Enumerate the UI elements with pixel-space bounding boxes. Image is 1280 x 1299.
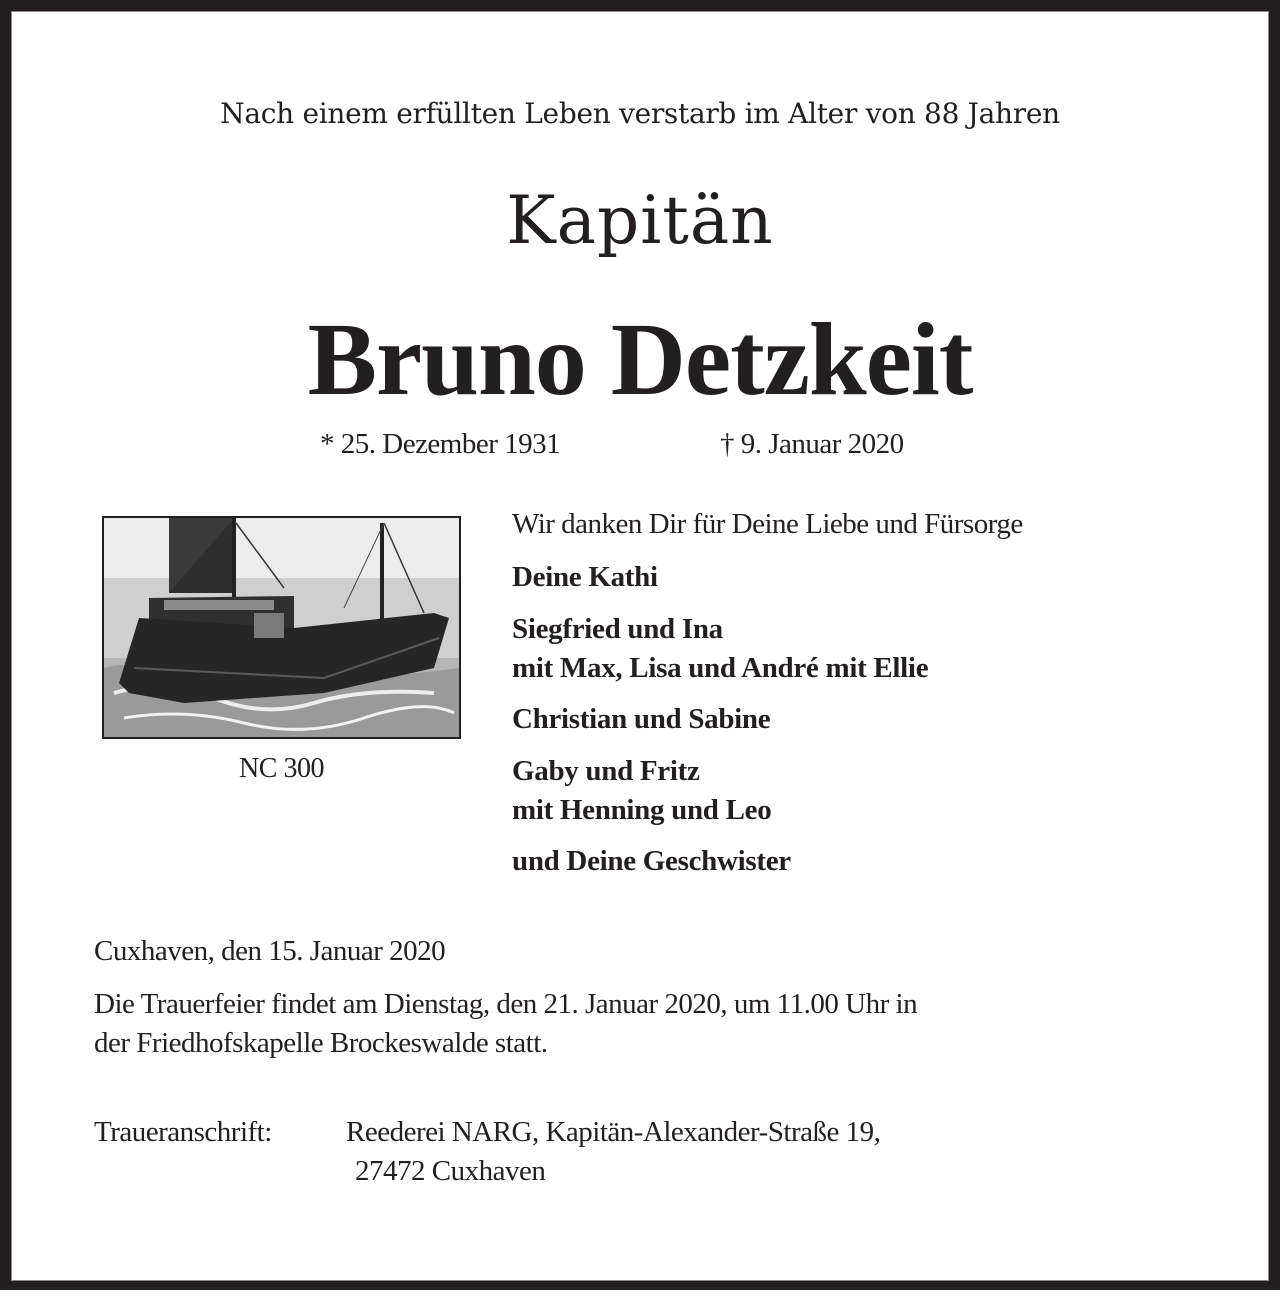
birth-date: * 25. Dezember 1931 [320, 428, 561, 460]
mourner-line: und Deine Geschwister [512, 845, 791, 877]
mourner-line: Christian und Sabine [512, 703, 771, 735]
address-line: 27472 Cuxhaven [355, 1155, 546, 1187]
mourner-group [512, 752, 771, 830]
place-date: Cuxhaven, den 15. Januar 2020 [94, 935, 446, 967]
ceremony-info [94, 985, 917, 1063]
deceased-name: Bruno Detzkeit [307, 302, 973, 417]
mourner-line: Siegfried und Ina [512, 613, 723, 645]
photo-caption: NC 300 [239, 753, 324, 784]
ceremony-line: Die Trauerfeier findet am Dienstag, den 21. Januar 2020, um 11.00 Uhr in [94, 988, 918, 1020]
mourner-line: mit Max, Lisa und André mit Ellie [512, 652, 929, 684]
mourner-line: mit Henning und Leo [512, 794, 772, 826]
ceremony-line: der Friedhofskapelle Brockeswalde statt. [94, 1027, 548, 1059]
mourner-group [512, 610, 928, 688]
mourner-group [512, 700, 770, 739]
mourner-line: Gaby und Fritz [512, 755, 700, 787]
intro-text: Nach einem erfüllten Leben verstarb im Alter von 88 Jahren [220, 97, 1060, 130]
mourner-line: Deine Kathi [512, 561, 658, 593]
fishing-boat-image [104, 518, 459, 737]
thanks-line: Wir danken Dir für Deine Liebe und Fürsorge [512, 508, 1023, 540]
ship-photo [102, 516, 461, 739]
address-label: Traueranschrift: [94, 1116, 272, 1148]
mourner-group [512, 558, 658, 597]
title-rank: Kapitän [506, 182, 774, 259]
death-date: † 9. Januar 2020 [720, 428, 904, 460]
address-line: Reederei NARG, Kapitän-Alexander-Straße 19, [346, 1116, 881, 1148]
mourner-group [512, 842, 791, 881]
